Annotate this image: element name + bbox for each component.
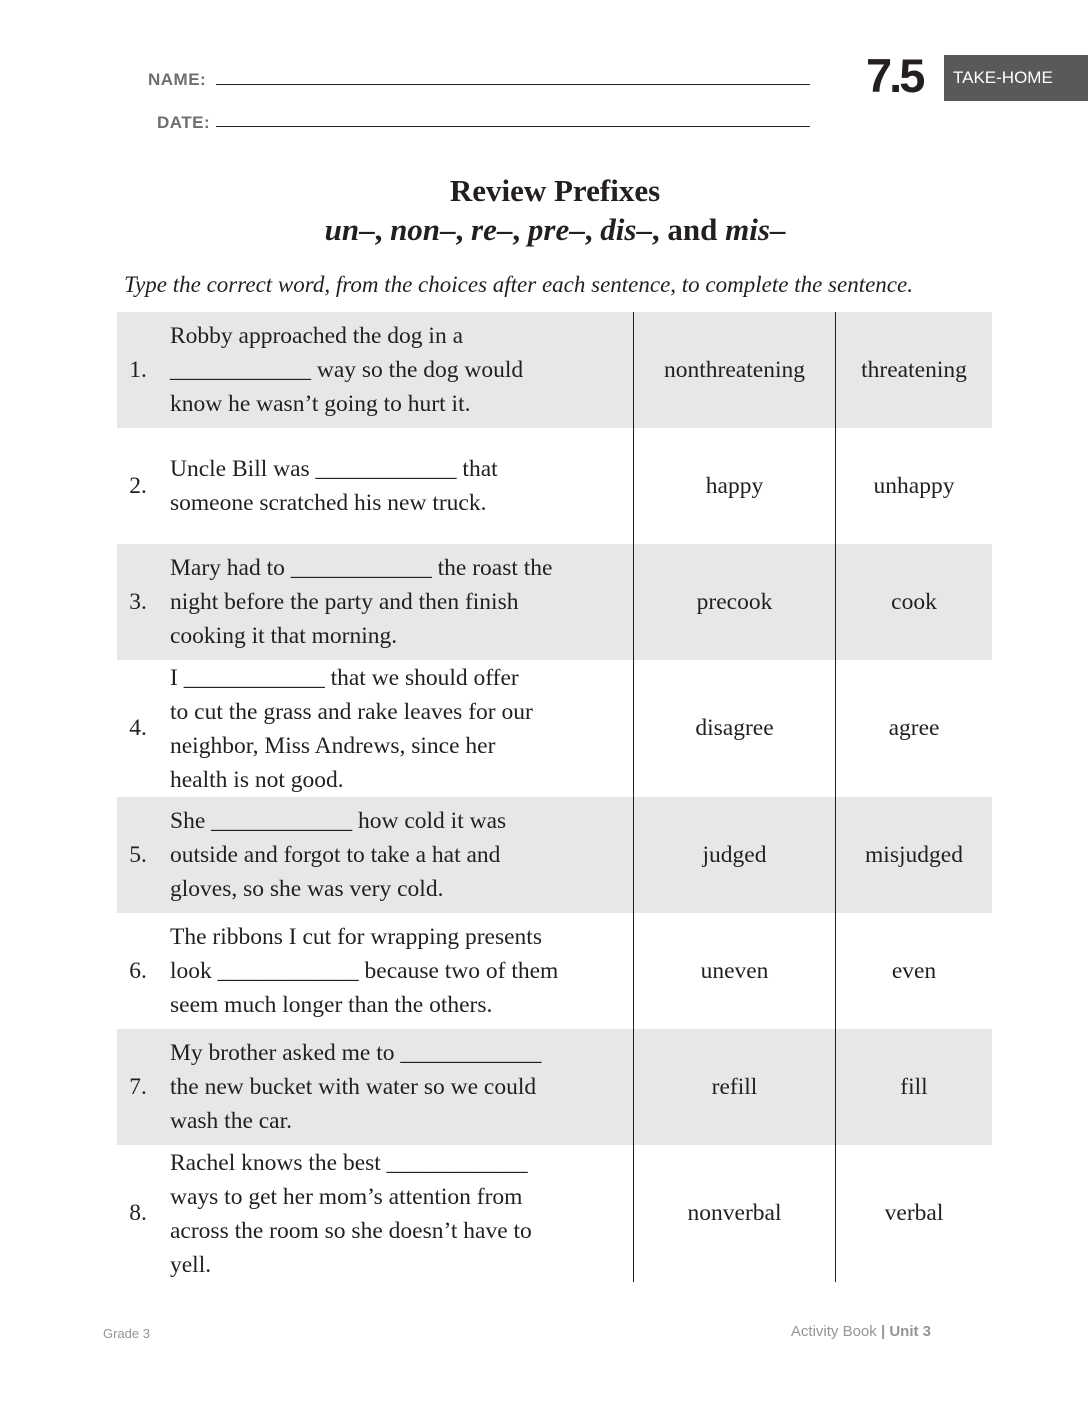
table-row — [117, 797, 992, 913]
footer-separator: | — [876, 1323, 890, 1340]
sentence-line: Uncle Bill was ____________ that — [170, 456, 498, 482]
sentence-line: the new bucket with water so we could — [170, 1074, 537, 1100]
sentence — [159, 804, 633, 906]
date-line — [216, 126, 810, 127]
sentence-line: yell. — [170, 1251, 212, 1278]
sentence-line: My brother asked me to ____________ — [170, 1040, 542, 1066]
subtitle-sep: –, — [496, 212, 528, 247]
sentence-line: She ____________ how cold it was — [170, 808, 507, 834]
table-row — [117, 660, 992, 797]
sentence-line: across the room so she doesn’t have to — [170, 1217, 532, 1244]
instructions: Type the correct word, from the choices after each sentence, to complete the sentence. — [124, 272, 913, 297]
choice-option-2: agree — [888, 715, 940, 741]
subtitle-sep: –, and — [636, 212, 726, 247]
sentence-line: know he wasn’t going to hurt it. — [170, 391, 471, 417]
sentence-line: Rachel knows the best ____________ — [170, 1149, 528, 1176]
footer-book-title: Activity Book — [790, 1323, 877, 1340]
prefix-pre: pre — [527, 212, 570, 247]
table-row — [117, 1145, 992, 1282]
table-row — [117, 544, 992, 660]
sentence-line: to cut the grass and rake leaves for our — [170, 698, 533, 725]
choice-option-1: nonverbal — [633, 1145, 836, 1282]
sentence — [159, 920, 633, 1022]
table-row — [117, 312, 992, 428]
exercise-table — [117, 312, 992, 1282]
choice-option-2: cook — [891, 588, 937, 615]
choice-option-1: disagree — [633, 660, 836, 797]
lesson-number: 7.5 — [866, 49, 923, 102]
sentence-line: Robby approached the dog in a — [170, 323, 464, 349]
prefix-non: non — [390, 212, 441, 247]
sentence-line: night before the party and then finish — [170, 589, 519, 615]
item-number: 4. — [129, 715, 147, 741]
name-line — [216, 84, 810, 85]
footer-grade: Grade 3 — [103, 1326, 150, 1341]
prefix-mis: mis — [725, 212, 770, 247]
sentence — [159, 452, 633, 520]
table-row — [117, 428, 992, 544]
choice-option-2: even — [891, 957, 937, 984]
name-label: NAME: — [148, 70, 207, 89]
page-subtitle — [0, 211, 1088, 249]
sentence — [159, 1036, 633, 1138]
sentence-line: ____________ way so the dog would — [170, 357, 524, 383]
sentence-line: neighbor, Miss Andrews, since her — [170, 732, 496, 759]
choice-option-2: unhappy — [873, 472, 955, 499]
choice-option-1: precook — [633, 544, 836, 660]
sentence-line: ways to get her mom’s attention from — [170, 1183, 523, 1210]
sentence-line: someone scratched his new truck. — [170, 490, 487, 516]
subtitle-sep: –, — [569, 212, 601, 247]
sentence — [159, 661, 633, 797]
sentence-line: Mary had to ____________ the roast the — [170, 555, 553, 581]
choice-option-1: uneven — [633, 913, 836, 1029]
footer-unit: Unit 3 — [889, 1323, 931, 1340]
sentence — [159, 1146, 633, 1282]
item-number: 7. — [129, 1073, 147, 1100]
choice-option-2: fill — [900, 1073, 928, 1100]
item-number: 6. — [129, 957, 147, 984]
choice-option-2: threatening — [861, 356, 967, 383]
footer-book — [791, 1323, 931, 1340]
choice-option-2: verbal — [884, 1200, 944, 1226]
sentence-line: cooking it that morning. — [170, 623, 398, 649]
sentence-line: The ribbons I cut for wrapping presents — [170, 924, 542, 950]
item-number: 3. — [129, 588, 147, 615]
subtitle-sep: –, — [359, 212, 391, 247]
table-row — [117, 913, 992, 1029]
table-row — [117, 1029, 992, 1145]
sentence-line: wash the car. — [170, 1108, 293, 1134]
prefix-un: un — [324, 212, 360, 247]
choice-option-1: happy — [633, 428, 836, 544]
sentence-line: seem much longer than the others. — [170, 992, 493, 1018]
sentence-line: outside and forgot to take a hat and — [170, 842, 501, 868]
prefix-re: re — [471, 212, 497, 247]
sentence — [159, 319, 633, 421]
sentence-line: look ____________ because two of them — [170, 958, 559, 984]
choice-option-1: refill — [633, 1029, 836, 1145]
subtitle-sep: –, — [440, 212, 472, 247]
date-label: DATE: — [157, 113, 211, 132]
sentence-line: health is not good. — [170, 766, 344, 793]
item-number: 2. — [129, 472, 147, 499]
item-number: 8. — [129, 1200, 147, 1226]
take-home-tag: TAKE-HOME — [944, 55, 1088, 101]
item-number: 1. — [129, 356, 147, 383]
item-number: 5. — [129, 841, 147, 868]
sentence-line: I ____________ that we should offer — [170, 664, 519, 691]
sentence-line: gloves, so she was very cold. — [170, 876, 444, 902]
page-title: Review Prefixes — [449, 173, 661, 208]
choice-option-1: judged — [633, 797, 836, 913]
choice-option-1: nonthreatening — [633, 312, 836, 428]
prefix-dis: dis — [600, 212, 637, 247]
choice-option-2: misjudged — [865, 841, 963, 868]
subtitle-sep: – — [769, 212, 786, 247]
sentence — [159, 551, 633, 653]
